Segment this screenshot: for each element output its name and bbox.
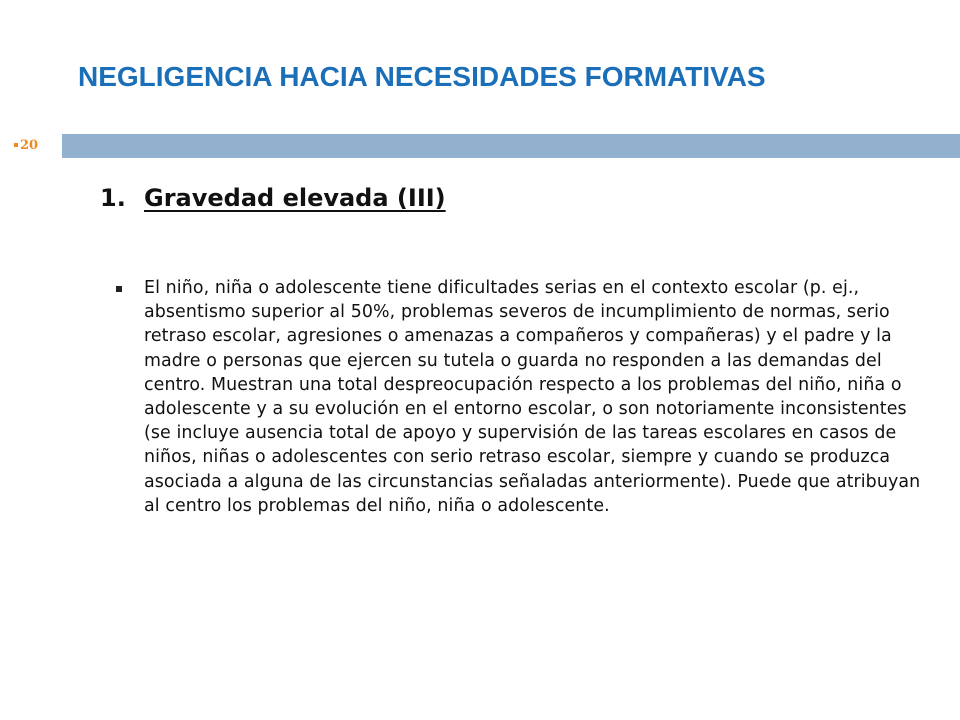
section-heading-number: 1.: [100, 184, 126, 212]
bullet-text: El niño, niña o adolescente tiene dificultades serias en el contexto escolar (p. ej., absentismo superior al 50%, problemas severos de incumplimiento de normas, serio retraso escolar, agresiones o amenazas a compañeros y compañeras) y el padre y la madre o personas que ejercen su tutela o guarda no responden a las demandas del centro. Muestran una total despreocupación respecto a los problemas del niño, niña o adolescente y a su evolución en el entorno escolar, o son notoriamente inconsistentes (se incluye ausencia total de apoyo y supervisión de las tareas escolares en casos de niños, niñas o adolescentes con serio retraso escolar, siempre y cuando se produzca asociada a alguna de las circunstancias señaladas anteriormente). Puede que atribuyan al centro los problemas del niño, niña o adolescente.: [144, 278, 921, 516]
square-bullet-icon: [116, 286, 122, 292]
section-heading: [100, 180, 446, 216]
section-heading-text: Gravedad elevada (III): [144, 184, 446, 212]
slide-number-value: 20: [20, 138, 39, 153]
slide-title: NEGLIGENCIA HACIA NECESIDADES FORMATIVAS: [78, 61, 766, 92]
slide-number: [0, 134, 60, 158]
header-bar: [62, 134, 960, 158]
slide-number-bullet-icon: [14, 143, 18, 147]
